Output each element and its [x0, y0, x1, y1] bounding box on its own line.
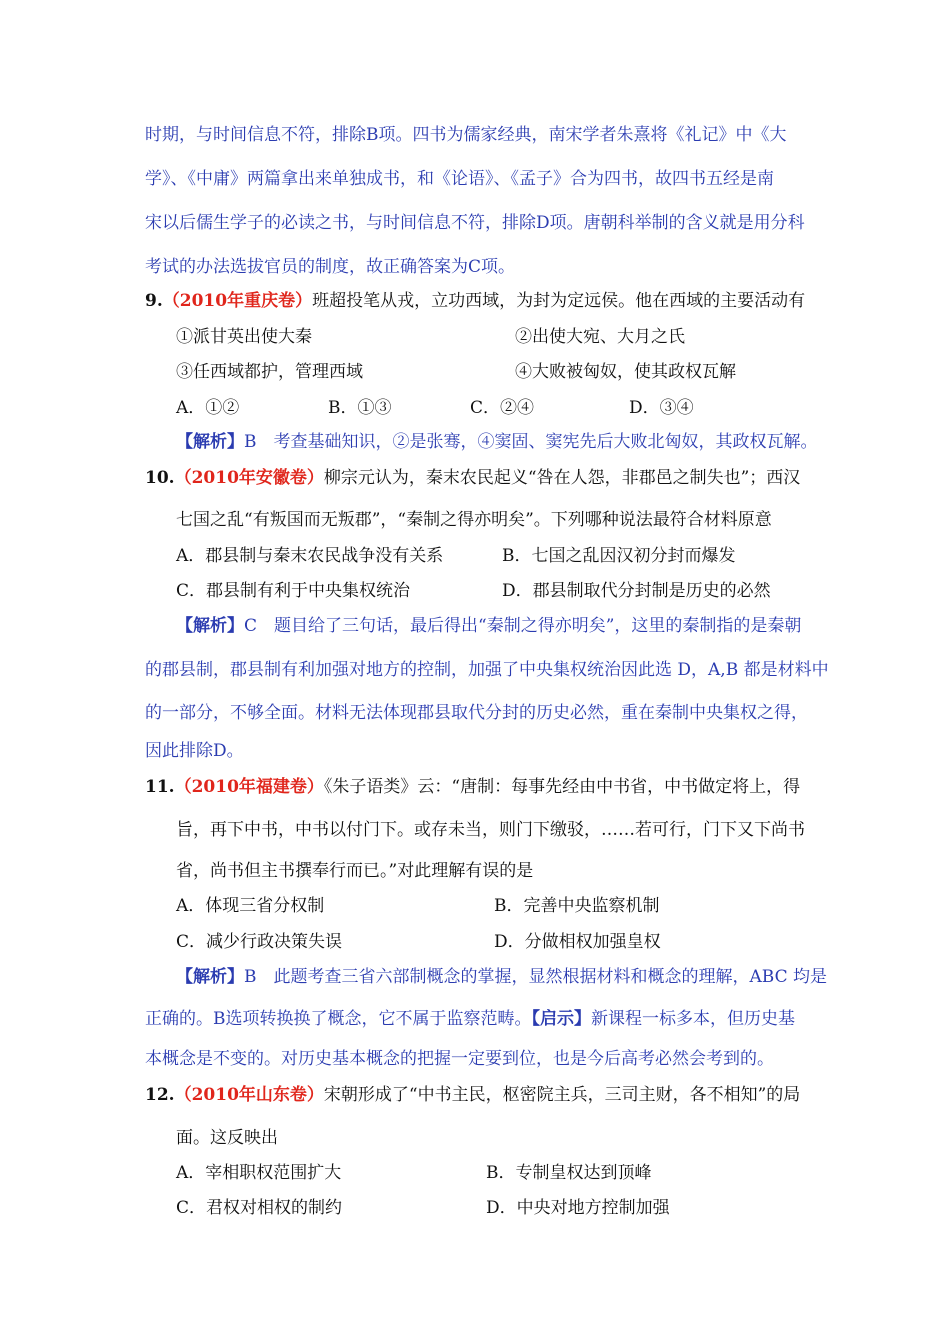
- question-source: （2010年重庆卷）: [162, 291, 313, 311]
- question-number: 10.: [145, 468, 175, 488]
- q11-stem-line-3: 省，尚书但主书撰奉行而已。”对此理解有误的是: [176, 861, 534, 881]
- question-number: 9.: [145, 291, 163, 311]
- question-number: 11.: [145, 777, 175, 797]
- question-source: （2010年福建卷）: [174, 777, 324, 797]
- question-stem: 宋朝形成了“中书主民，枢密院主兵，三司主财，各不相知”的局: [323, 1085, 801, 1105]
- q10-analysis-line-3: 的一部分，不够全面。材料无法体现郡县取代分封的历史必然，重在秦制中央集权之得，: [145, 703, 808, 723]
- q10-option-b: B．七国之乱因汉初分封而爆发: [502, 546, 736, 566]
- q9-option-d: D．③④: [629, 398, 694, 418]
- q9-analysis: [176, 431, 818, 453]
- q9-item-3: ③任西域都护，管理西域: [176, 362, 363, 382]
- q11-analysis-line-2: [145, 1008, 795, 1030]
- q10-analysis-line-1: [176, 615, 801, 637]
- q10-option-d: D．郡县制取代分封制是历史的必然: [502, 581, 771, 601]
- q9-option-c: C．②④: [470, 398, 535, 418]
- q10-analysis-line-2: 的郡县制，郡县制有利加强对地方的控制，加强了中央集权统治因此选 D，A,B 都是材料中: [145, 660, 829, 680]
- q12-option-c: C．君权对相权的制约: [176, 1198, 343, 1218]
- q9-item-4: ④大败被匈奴，使其政权瓦解: [515, 362, 736, 382]
- q10-option-a: A．郡县制与秦末农民战争没有关系: [176, 546, 444, 566]
- q12-option-a: A．宰相职权范围扩大: [176, 1163, 342, 1183]
- analysis-tag: 【解析】: [176, 616, 244, 636]
- q12-option-b: B．专制皇权达到顶峰: [486, 1163, 652, 1183]
- q11-analysis-line-3: 本概念是不变的。对历史基本概念的把握一定要到位，也是今后高考必然会考到的。: [145, 1049, 774, 1069]
- question-number: 12.: [145, 1085, 175, 1105]
- analysis-text: B 考查基础知识，②是张骞，④窦固、窦宪先后大败北匈奴，其政权瓦解。: [244, 432, 818, 452]
- q9-option-b: B．①③: [328, 398, 392, 418]
- q12-option-d: D．中央对地方控制加强: [486, 1198, 670, 1218]
- q9-item-2: ②出使大宛、大月之氏: [515, 327, 685, 347]
- question-source: （2010年安徽卷）: [174, 468, 324, 488]
- q12-stem-line-1: [145, 1084, 800, 1106]
- question-stem: 柳宗元认为，秦末农民起义“咎在人怨，非郡邑之制失也”；西汉: [323, 468, 801, 488]
- analysis-tag: 【解析】: [176, 967, 244, 987]
- q11-option-d: D．分做相权加强皇权: [494, 932, 661, 952]
- q12-stem-line-2: 面。这反映出: [176, 1128, 278, 1148]
- q11-stem-line-1: [145, 776, 800, 798]
- analysis-text: B 此题考查三省六部制概念的掌握，显然根据材料和概念的理解，ABC 均是: [244, 967, 827, 987]
- analysis-tag: 【解析】: [176, 432, 244, 452]
- q11-option-a: A．体现三省分权制: [176, 896, 325, 916]
- q11-stem-line-2: 旨，再下中书，中书以付门下。或存未当，则门下缴驳，……若可行，门下又下尚书: [176, 820, 805, 840]
- q11-option-b: B．完善中央监察机制: [494, 896, 660, 916]
- question-stem: 《朱子语类》云：“唐制：每事先经由中书省，中书做定将上，得: [323, 777, 801, 797]
- analysis-text: 正确的。B选项转换换了概念，它不属于监察范畴。: [145, 1009, 532, 1029]
- q11-option-c: C．减少行政决策失误: [176, 932, 343, 952]
- q10-stem-line-2: 七国之乱“有叛国而无叛郡”，“秦制之得亦明矣”。下列哪种说法最符合材料原意: [176, 510, 772, 530]
- q10-analysis-line-4: 因此排除D。: [145, 741, 244, 761]
- q8-analysis-line-3: 宋以后儒生学子的必读之书，与时间信息不符，排除D项。唐朝科举制的含义就是用分科: [145, 213, 805, 233]
- question-stem: 班超投笔从戎，立功西域，为封为定远侯。他在西域的主要活动有: [312, 291, 806, 311]
- insight-text: 新课程一标多本，但历史基: [591, 1009, 795, 1029]
- q8-analysis-line-2: 学》、《中庸》两篇拿出来单独成书，和《论语》、《孟子》合为四书，故四书五经是南: [145, 169, 774, 189]
- q9-stem: [145, 290, 805, 312]
- q8-analysis-line-4: 考试的办法选拔官员的制度，故正确答案为C项。: [145, 257, 516, 277]
- q9-item-1: ①派甘英出使大秦: [176, 327, 312, 347]
- q11-analysis-line-1: [176, 966, 827, 988]
- analysis-text: C 题目给了三句话，最后得出“秦制之得亦明矣”，这里的秦制指的是秦朝: [244, 616, 802, 636]
- q10-option-c: C．郡县制有利于中央集权统治: [176, 581, 411, 601]
- q8-analysis-line-1: 时期，与时间信息不符，排除B项。四书为儒家经典，南宋学者朱熹将《礼记》中《大: [145, 125, 787, 145]
- question-source: （2010年山东卷）: [174, 1085, 324, 1105]
- q9-option-a: A．①②: [176, 398, 240, 418]
- q10-stem-line-1: [145, 467, 800, 489]
- insight-tag: 【启示】: [531, 1009, 591, 1029]
